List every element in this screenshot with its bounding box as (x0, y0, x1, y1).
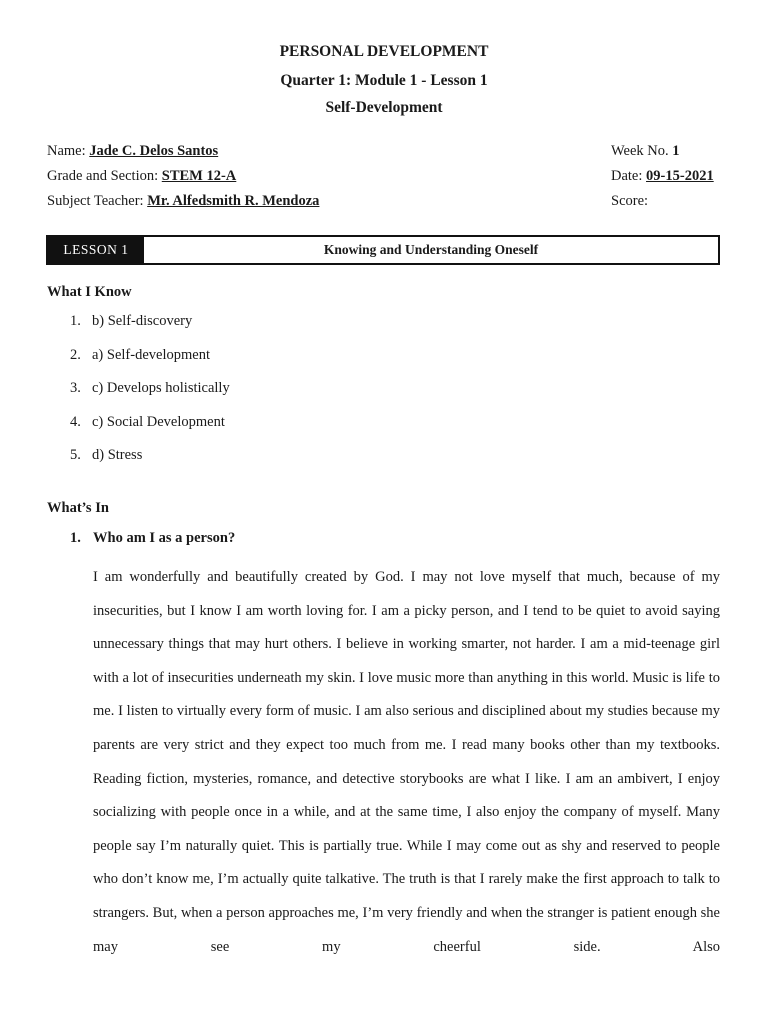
date-value: 09-15-2021 (646, 168, 714, 184)
lesson-title: Knowing and Understanding Oneself (323, 242, 539, 257)
grade-label: Grade and Section: (47, 168, 159, 184)
list-item: 3. c) Develops holistically (70, 380, 230, 396)
teacher-value: Mr. Alfedsmith R. Mendoza (147, 193, 320, 209)
name-value: Jade C. Delos Santos (89, 143, 219, 159)
teacher-label: Subject Teacher: (47, 193, 144, 209)
score-row (611, 193, 648, 210)
list-item: 5. d) Stress (70, 447, 143, 463)
date-label: Date: (611, 168, 643, 184)
date-row (611, 168, 714, 185)
teacher-row (47, 193, 319, 210)
question-text: Who am I as a person? (93, 530, 236, 546)
list-item: 2. a) Self-development (70, 346, 210, 363)
name-row (47, 143, 218, 160)
topic-subtitle: Self-Development (325, 99, 443, 116)
week-row (611, 143, 680, 160)
grade-row (47, 168, 236, 185)
score-label: Score: (611, 193, 649, 209)
list-item: 1. b) Self-discovery (70, 313, 193, 329)
essay-answer: I am wonderfully and beautifully created by God. I may not love myself that much, because of my insecurities, but I know I am worth loving for. I am a picky person, and I tend to be quiet to avoid saying unnecessary things that may hurt others. I believe in working smarter, not harder. I am a mid-teenage girl with a lot of insecurities underneath my skin. I love music more than anything in this world. Music is life to me. I listen to virtually every form of music. I am also serious and disciplined about my studies because my parents are very strict and they expect too much from me. I read many books other than my textbooks. Reading fiction, mysteries, romance, and detective storybooks are what I like. I am an ambivert, I enjoy socializing with people once in a while, and at the same time, I also enjoy the company of myself. Many people say I’m naturally quiet. This is partially true. While I may come out as shy and reserved to people who don’t know me, I’m actually quite talkative. The truth is that I rarely make the first approach to talk to strangers. But, when a person approaches me, I’m very friendly and when the stranger is patient enough she may see my cheerful side. Also (93, 569, 720, 955)
question-heading (70, 530, 235, 547)
module-subtitle: Quarter 1: Module 1 - Lesson 1 (280, 72, 488, 89)
answer-list (70, 313, 230, 481)
week-value: 1 (672, 143, 680, 159)
document-title: PERSONAL DEVELOPMENT (279, 43, 489, 60)
week-label: Week No. (611, 143, 669, 159)
name-label: Name: (47, 143, 86, 159)
what-i-know-heading: What I Know (47, 284, 132, 300)
question-number: 1. (70, 530, 81, 546)
whats-in-heading: What’s In (47, 500, 109, 516)
list-item: 4. c) Social Development (70, 413, 225, 430)
lesson-banner (46, 235, 720, 265)
grade-value: STEM 12-A (161, 168, 237, 184)
lesson-tag: LESSON 1 (48, 237, 144, 263)
